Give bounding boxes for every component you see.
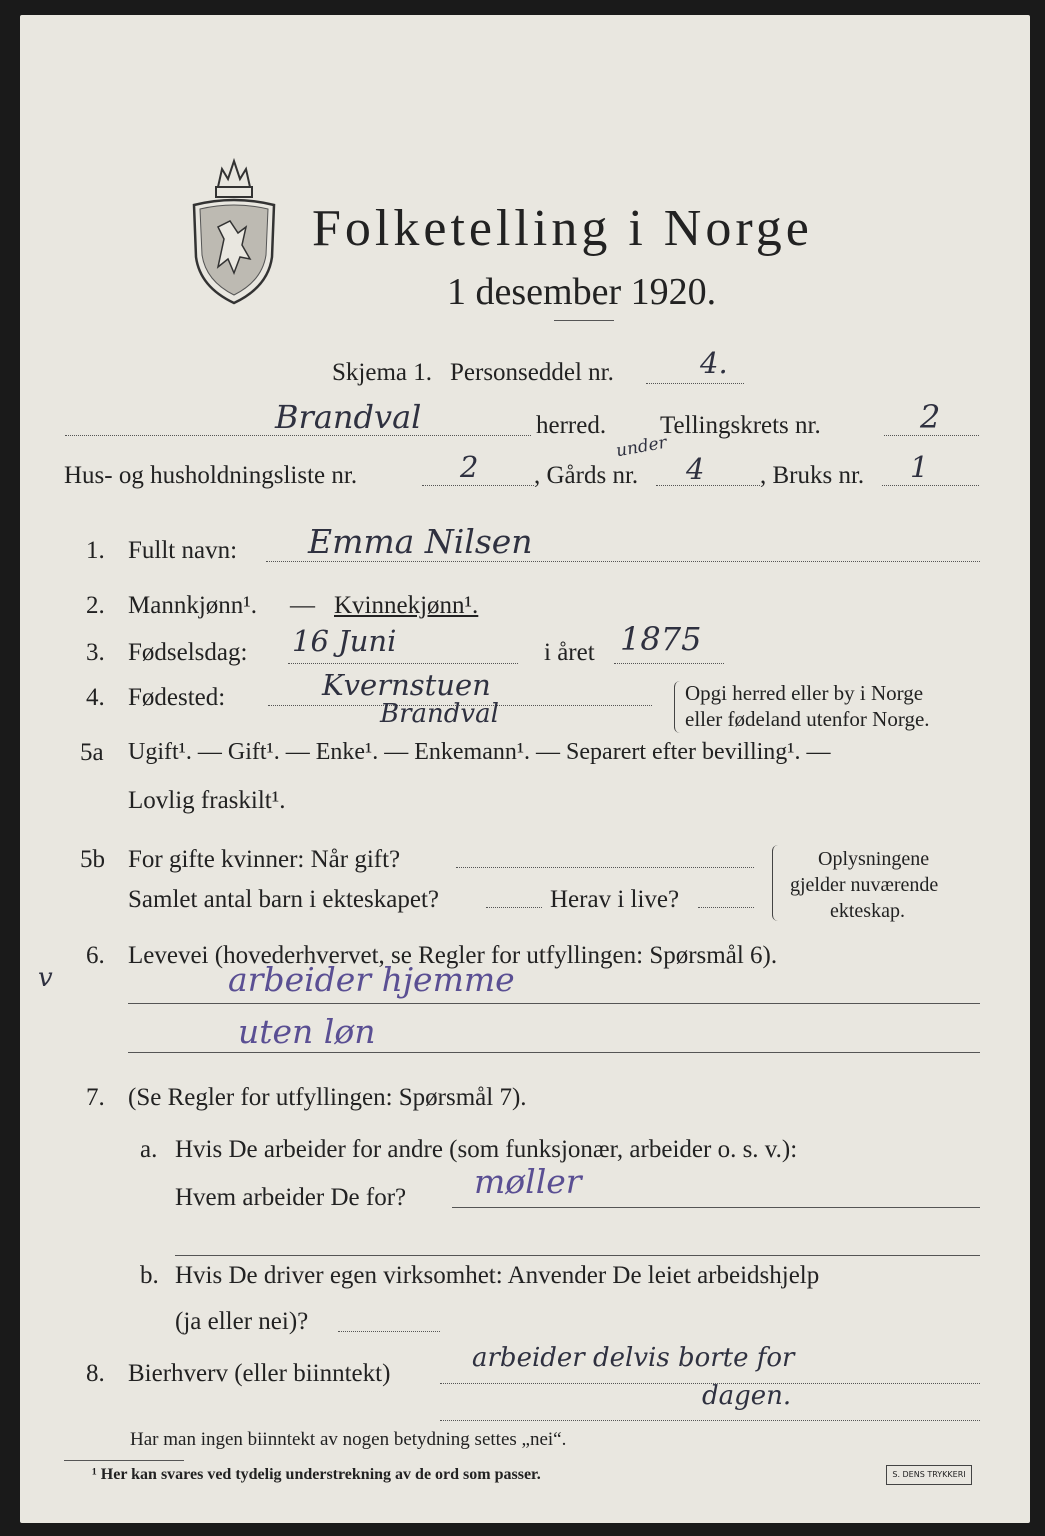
q7a-answer-line2 bbox=[175, 1255, 980, 1256]
q4-note-bracket bbox=[674, 681, 681, 733]
q1-label: Fullt navn: bbox=[128, 537, 238, 564]
q7b-answer-line bbox=[338, 1331, 440, 1332]
gards-label: , Gårds nr. bbox=[534, 462, 639, 489]
printer-stamp-text: S. DENS TRYKKERI bbox=[892, 1470, 966, 1479]
footer-note: Har man ingen biinntekt av nogen betydning settes „nei“. bbox=[130, 1429, 567, 1450]
bruks-label: , Bruks nr. bbox=[760, 462, 865, 489]
q3-year-line bbox=[614, 663, 724, 664]
census-form bbox=[20, 15, 1030, 1523]
printer-stamp bbox=[886, 1465, 972, 1485]
q6-line1 bbox=[128, 1003, 980, 1004]
q5b-line2b: Herav i live? bbox=[550, 886, 680, 913]
q4-value-line2: Brandval bbox=[380, 699, 499, 729]
q7a-answer-line1 bbox=[452, 1207, 980, 1208]
herred-label: herred. bbox=[536, 412, 607, 439]
q7a-letter: a. bbox=[140, 1136, 158, 1163]
q4-note-line2: eller fødeland utenfor Norge. bbox=[685, 707, 930, 731]
q7b-line1: Hvis De driver egen virksomhet: Anvender De leiet arbeidshjelp bbox=[175, 1262, 820, 1289]
gards-line bbox=[656, 485, 760, 486]
q2-female: Kvinnekjønn¹. bbox=[334, 592, 479, 619]
bruks-value: 1 bbox=[910, 450, 929, 484]
personseddel-value: 4. bbox=[700, 346, 728, 380]
q5b-line2b-dots bbox=[698, 907, 754, 908]
personseddel-line bbox=[646, 383, 744, 384]
q5b-line1-dots bbox=[456, 867, 754, 868]
q6-value-line1: arbeider hjemme bbox=[228, 960, 515, 999]
q6-value-line2: uten løn bbox=[238, 1012, 376, 1051]
q8-label: Bierhverv (eller biinntekt) bbox=[128, 1360, 391, 1387]
q6-margin-mark: v bbox=[38, 963, 53, 993]
q4-label: Fødested: bbox=[128, 684, 226, 711]
gards-value: 4 bbox=[686, 452, 705, 486]
q8-value-line2: dagen. bbox=[702, 1381, 792, 1411]
footnote: ¹ Her kan svares ved tydelig understrekning av de ord som passer. bbox=[92, 1466, 541, 1483]
herred-value: Brandval bbox=[275, 398, 422, 436]
hus-line bbox=[422, 485, 534, 486]
q3-number: 3. bbox=[86, 639, 105, 666]
form-title: Folketelling i Norge bbox=[312, 200, 813, 257]
q3-year-label: i året bbox=[544, 639, 595, 666]
q2-dash: — bbox=[290, 592, 315, 619]
coat-of-arms-icon bbox=[188, 147, 280, 307]
q3-day-value: 16 Juni bbox=[292, 624, 397, 658]
q4-note-line1: Opgi herred eller by i Norge bbox=[685, 681, 924, 705]
q1-line bbox=[266, 561, 980, 562]
q1-value: Emma Nilsen bbox=[308, 522, 533, 561]
bruks-line bbox=[882, 485, 979, 486]
tellingskrets-label: Tellingskrets nr. bbox=[660, 412, 821, 439]
q4-number: 4. bbox=[86, 684, 105, 711]
q7a-line2: Hvem arbeider De for? bbox=[175, 1184, 407, 1211]
q5b-note1: Oplysningene bbox=[818, 848, 930, 870]
q7a-value: møller bbox=[474, 1162, 582, 1201]
q5b-line1: For gifte kvinner: Når gift? bbox=[128, 846, 401, 873]
hus-label: Hus- og husholdningsliste nr. bbox=[64, 462, 358, 489]
q3-label: Fødselsdag: bbox=[128, 639, 248, 666]
q7b-line2: (ja eller nei)? bbox=[175, 1308, 309, 1335]
q3-day-line bbox=[288, 663, 518, 664]
q4-value-line1: Kvernstuen bbox=[322, 668, 491, 702]
hus-value: 2 bbox=[460, 450, 479, 484]
q5a-line2: Lovlig fraskilt¹. bbox=[128, 787, 286, 814]
q3-year-value: 1875 bbox=[620, 620, 702, 658]
q7-label: (Se Regler for utfyllingen: Spørsmål 7). bbox=[128, 1084, 527, 1111]
title-divider bbox=[554, 320, 614, 321]
q2-male: Mannkjønn¹. bbox=[128, 592, 258, 619]
q5b-note-bracket bbox=[772, 845, 779, 921]
q1-number: 1. bbox=[86, 537, 105, 564]
q5b-line2a: Samlet antal barn i ekteskapet? bbox=[128, 886, 439, 913]
q5b-number: 5b bbox=[80, 846, 105, 873]
q2-number: 2. bbox=[86, 592, 105, 619]
q8-line2 bbox=[440, 1420, 980, 1421]
q5b-note3: ekteskap. bbox=[830, 900, 905, 922]
personseddel-label: Personseddel nr. bbox=[450, 359, 614, 386]
q6-line2 bbox=[128, 1052, 980, 1053]
gards-above: under bbox=[614, 432, 669, 462]
form-date: 1 desember 1920. bbox=[447, 271, 717, 313]
q7-number: 7. bbox=[86, 1084, 105, 1111]
q8-number: 8. bbox=[86, 1360, 105, 1387]
schema-label: Skjema 1. bbox=[332, 359, 432, 386]
tellingskrets-value: 2 bbox=[920, 398, 941, 436]
q6-number: 6. bbox=[86, 942, 105, 969]
q6-label: Levevei (hovederhvervet, se Regler for utfyllingen: Spørsmål 6). bbox=[128, 942, 778, 969]
q5b-line2a-dots bbox=[486, 907, 542, 908]
q5a-number: 5a bbox=[80, 739, 104, 766]
q5a-line1: Ugift¹. — Gift¹. — Enke¹. — Enkemann¹. — Separert efter bevilling¹. — bbox=[128, 739, 831, 765]
q7b-letter: b. bbox=[140, 1262, 159, 1289]
footnote-divider bbox=[64, 1460, 184, 1461]
q5b-note2: gjelder nuværende bbox=[790, 874, 939, 896]
q8-value-line1: arbeider delvis borte for bbox=[472, 1343, 795, 1373]
q7a-line1: Hvis De arbeider for andre (som funksjonær, arbeider o. s. v.): bbox=[175, 1136, 798, 1163]
